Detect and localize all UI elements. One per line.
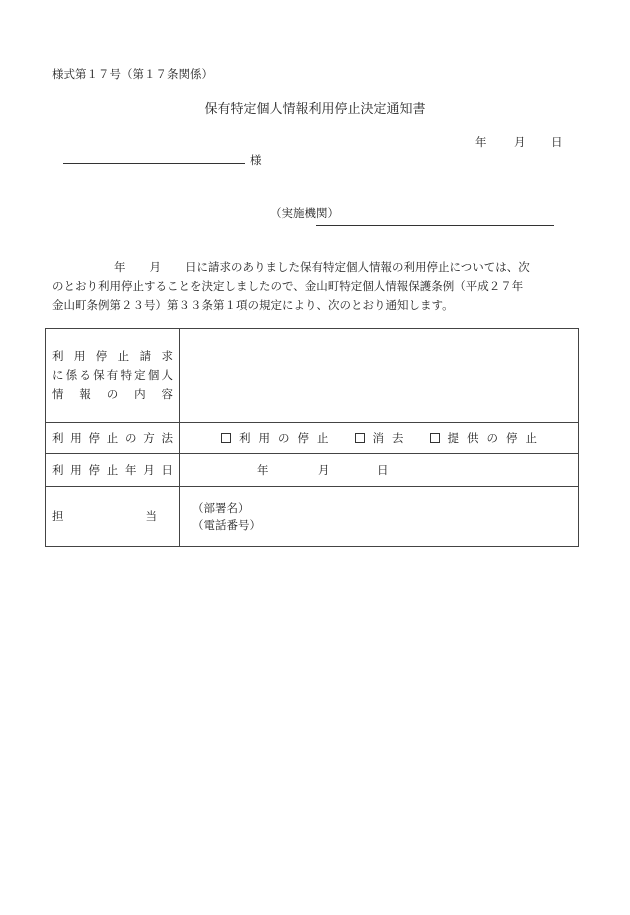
checkbox-icon[interactable] [221,433,231,443]
label-char: 特 [120,368,132,382]
body-line-1: 日に請求のありました保有特定個人情報の利用停止については、次 [185,260,530,274]
label-char: 停 [88,430,100,445]
body-year-label: 年 [114,260,126,274]
label-line [52,347,173,366]
label-char: 年 [125,462,137,477]
label-char: 内 [134,387,146,401]
label-char: 止 [106,430,119,445]
label-char: 容 [161,387,173,401]
document-title: 保有特定個人情報利用停止決定通知書 [204,102,426,117]
addressee-blank-line [63,163,245,164]
stop-date-month-label: 月 [318,463,330,477]
agency-label: （実施機関） [270,206,339,220]
label-char: の [486,431,498,445]
method-option-label [448,430,538,446]
stop-date-field[interactable] [180,454,578,486]
label-line [52,385,173,404]
label-line [52,366,173,385]
label-char: る [79,368,91,382]
label-char: 方 [143,430,155,445]
label-char: 月 [143,462,155,477]
table-row-request-content [46,329,578,422]
label-char: 報 [79,387,91,401]
contact-field[interactable] [180,487,578,546]
label-char: 有 [106,368,119,382]
agency-blank-line [316,225,554,226]
table-row-stop-date [46,453,578,486]
decision-table [45,328,579,547]
label-char: 利 [52,430,64,445]
label-char: 情 [52,387,64,401]
label-char: 止 [117,349,130,363]
label-char: 供 [467,431,479,445]
method-option-label [239,430,329,446]
addressee-honorific: 様 [250,153,262,167]
label-char: 法 [161,430,173,445]
label-char: 個 [147,368,160,382]
label-char: 停 [297,431,309,445]
label-char: 止 [525,431,537,445]
label-line [52,461,173,480]
label-char: 停 [95,349,108,363]
label-char: 止 [106,462,119,477]
label-char: の [278,431,290,445]
method-option-label [373,430,404,446]
label-char: 日 [161,462,173,477]
checkbox-icon[interactable] [355,433,365,443]
stop-date-year-label: 年 [257,463,269,477]
label-char: 消 [372,431,384,445]
date-year-label: 年 [475,135,487,149]
label-char: 係 [65,368,78,382]
label-char: 人 [161,368,173,382]
table-row-contact [46,486,578,546]
table-row-method [46,422,578,453]
label-line [52,429,173,448]
label-char: の [106,387,119,401]
label-char: 保 [93,368,105,382]
method-label [46,423,180,453]
label-char: 担 [52,509,64,523]
label-char: に [52,368,64,382]
label-char: 用 [258,431,270,445]
method-option-stop-use[interactable] [221,430,329,446]
label-line [52,507,173,526]
label-char: 利 [52,349,64,363]
label-char: 提 [447,431,459,445]
label-char: 当 [145,509,157,523]
label-char: 用 [70,462,82,477]
body-month-label: 月 [149,260,161,274]
label-char: 求 [161,349,173,363]
label-char: 利 [239,431,251,445]
body-line-2: のとおり利用停止することを決定しましたので、金山町特定個人情報保護条例（平成２７年 [52,279,524,293]
request-content-field[interactable] [180,329,578,422]
label-char: の [125,430,137,445]
form-number: 様式第１７号（第１７条関係） [52,67,213,81]
date-month-label: 月 [514,135,526,149]
date-day-label: 日 [551,135,563,149]
method-option-stop-provision[interactable] [430,430,538,446]
phone-label: （電話番号） [192,518,261,532]
contact-label [46,487,180,546]
request-content-label [46,329,180,422]
label-char: 用 [73,349,86,363]
stop-date-label [46,454,180,486]
body-line-3: 金山町条例第２３号）第３３条第１項の規定により、次のとおり通知します。 [52,298,454,312]
label-char: 停 [88,462,100,477]
notice-body [52,258,564,315]
method-option-erase[interactable] [355,430,404,446]
label-char: 利 [52,462,64,477]
label-char: 用 [70,430,82,445]
department-label: （部署名） [192,501,250,515]
stop-date-day-label: 日 [377,463,389,477]
label-char: 去 [392,431,404,445]
label-char: 請 [139,349,152,363]
checkbox-icon[interactable] [430,433,440,443]
label-char: 停 [506,431,518,445]
label-char: 定 [134,368,146,382]
label-char: 止 [317,431,329,445]
